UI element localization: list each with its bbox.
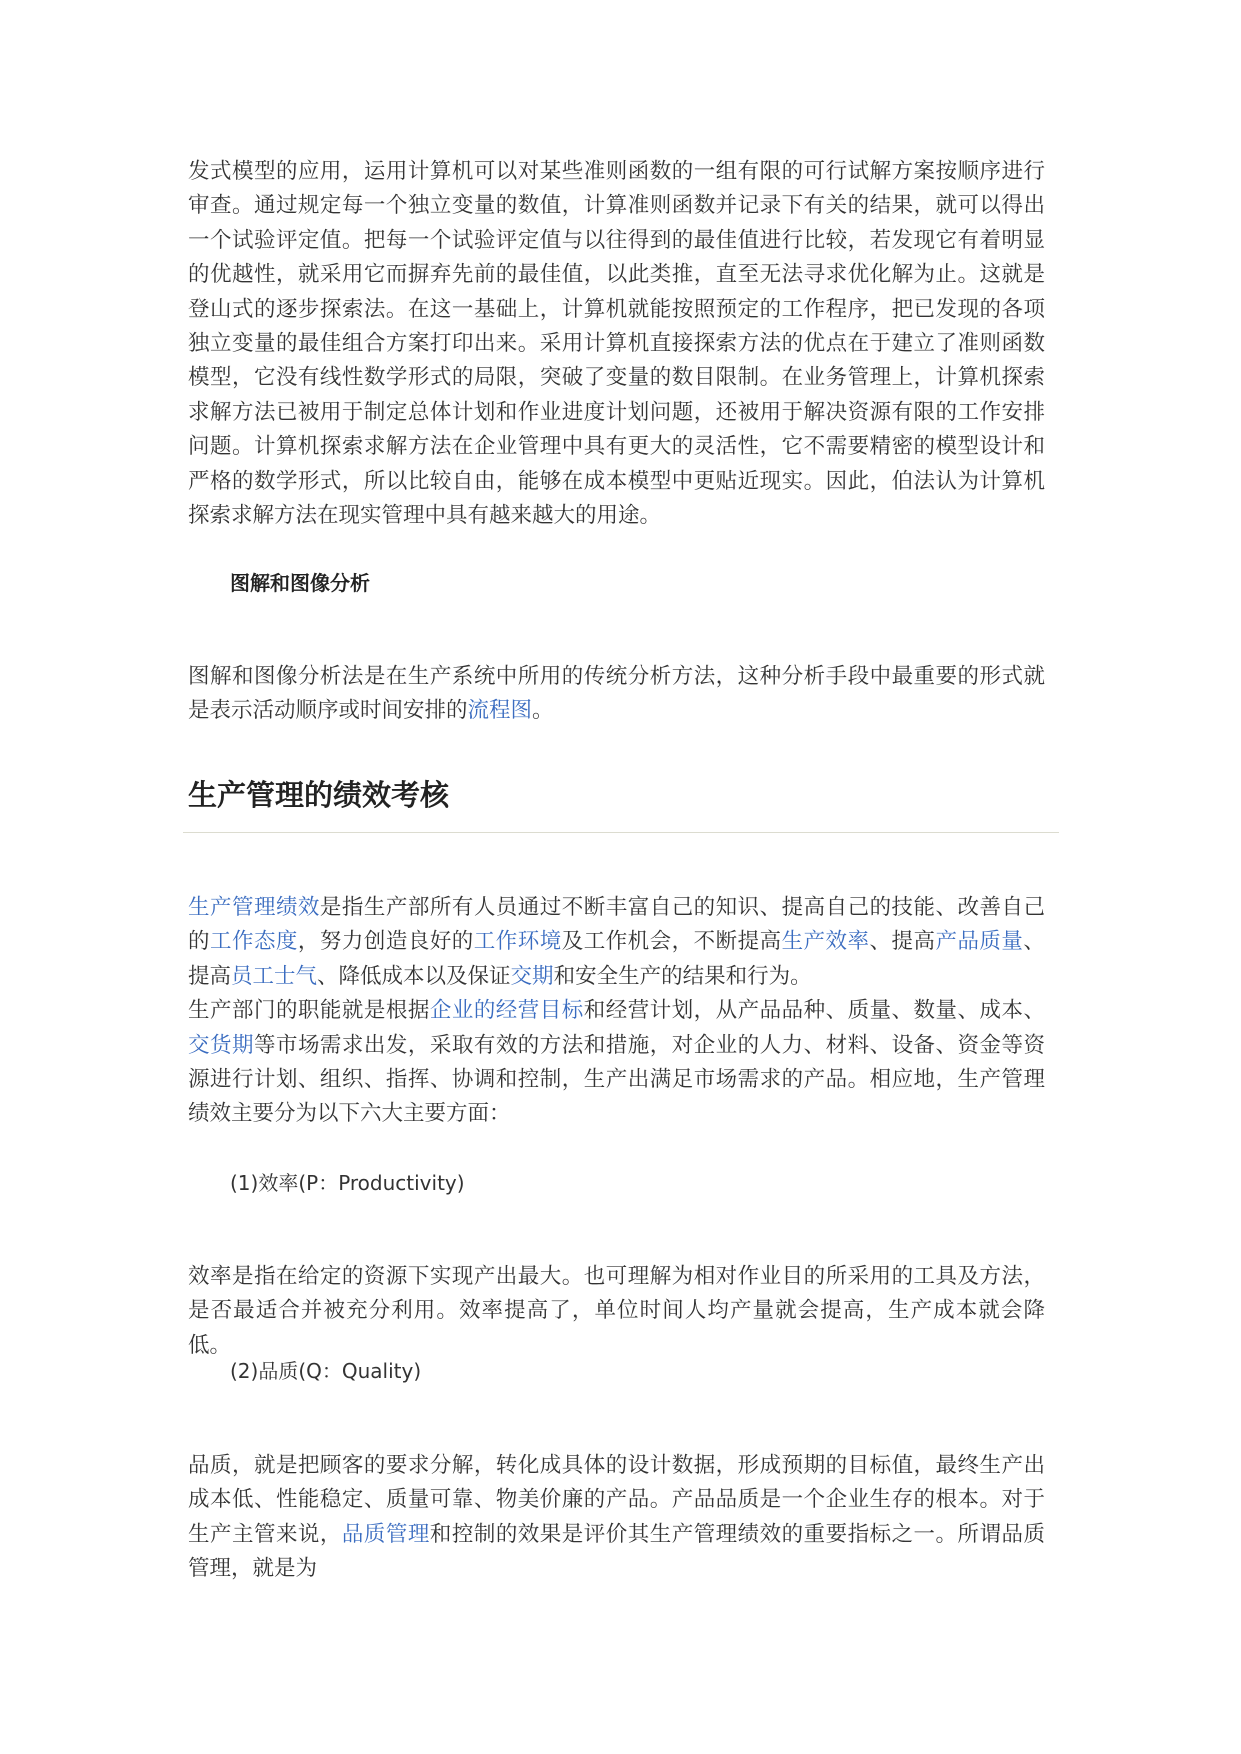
paragraph-efficiency: 效率是指在给定的资源下实现产出最大。也可理解为相对作业目的所采用的工具及方法，是否最适合并被充分利用。效率提高了，单位时间人均产量就会提高，生产成本就会降低。 [188,1264,1045,1358]
section-title: 生产管理的绩效考核 [188,778,450,812]
link-employee-morale[interactable]: 员工士气 [231,963,318,989]
link-business-goal[interactable]: 企业的经营目标 [429,998,584,1024]
link-delivery[interactable]: 交期 [510,963,554,989]
section-divider [183,832,1059,833]
paragraph-text: 发式模型的应用，运用计算机可以对某些准则函数的一组有限的可行试解方案按顺序进行审查。通过规定每一个独立变量的数值，计算准则函数并记录下有关的结果，就可以得出一个试验评定值。把每一个试验评定值与以往得到的最佳值进行比较，若发现它有着明显的优越性，就采用它而摒弃先前的最佳值，以此类推，直至无法寻求优化解为止。这就是登山式的逐步探索法。在这一基础上，计算机就能按照预定的工作程序，把已发现的各项独立变量的最佳组合方案打印出来。采用计算机直接探索方法的优点在于建立了准则函数模型，它没有线性数学形式的局限，突破了变量的数目限制。在业务管理上，计算机探索求解方法已被用于制定总体计划和作业进度计划问题，还被用于解决资源有限的工作安排问题。计算机探索求解方法在企业管理中具有更大的灵活性，它不需要精密的模型设计和严格的数学形式，所以比较自由，能够在成本模型中更贴近现实。因此，伯法认为计算机探索求解方法在现实管理中具有越来越大的用途。 [188,159,1045,529]
paragraph-performance-definition: 生产管理绩效是指生产部所有人员通过不断丰富自己的知识、提高自己的技能、改善自己的工作态度，努力创造良好的工作环境及工作机会，不断提高生产效率、提高产品质量、提高员工士气、降低成本以及保证交期和安全生产的结果和行为。 生产部门的职能就是根据企业的经营目标和经营计划，从产品品种、质量、数量、成本、交货期等市场需求出发，采取有效的方法和措施，对企业的人力、材料、设备、资金等资源进行计划、组织、指挥、协调和控制，生产出满足市场需求的产品。相应地，生产管理绩效主要分为以下六大主要方面： [188,895,1045,1127]
link-work-attitude[interactable]: 工作态度 [209,929,298,955]
link-flowchart[interactable]: 流程图 [467,698,533,724]
subheading-graphic-analysis: 图解和图像分析 [230,571,370,595]
link-delivery-date[interactable]: 交货期 [188,1032,254,1058]
paragraph-text: 图解和图像分析法是在生产系统中所用的传统分析方法，这种分析手段中最重要的形式就是表示活动顺序或时间安排的 [188,664,1045,724]
paragraph-graphic-analysis: 图解和图像分析法是在生产系统中所用的传统分析方法，这种分析手段中最重要的形式就是表示活动顺序或时间安排的流程图。 [188,664,1045,724]
link-product-quality[interactable]: 产品质量 [935,929,1024,955]
link-production-efficiency[interactable]: 生产效率 [781,929,870,955]
paragraph-quality: 品质，就是把顾客的要求分解，转化成具体的设计数据，形成预期的目标值，最终生产出成本低、性能稳定、质量可靠、物美价廉的产品。产品品质是一个企业生存的根本。对于生产主管来说，品质管理和控制的效果是评价其生产管理绩效的重要指标之一。所谓品质管理，就是为 [188,1453,1045,1582]
item-heading-quality: (2)品质(Q：Quality) [230,1359,422,1383]
link-production-performance[interactable]: 生产管理绩效 [188,895,320,920]
link-quality-management[interactable]: 品质管理 [341,1521,430,1547]
paragraph-computer-search [188,155,1045,533]
item-heading-efficiency: (1)效率(P：Productivity) [230,1171,465,1195]
link-work-environment[interactable]: 工作环境 [473,929,562,955]
